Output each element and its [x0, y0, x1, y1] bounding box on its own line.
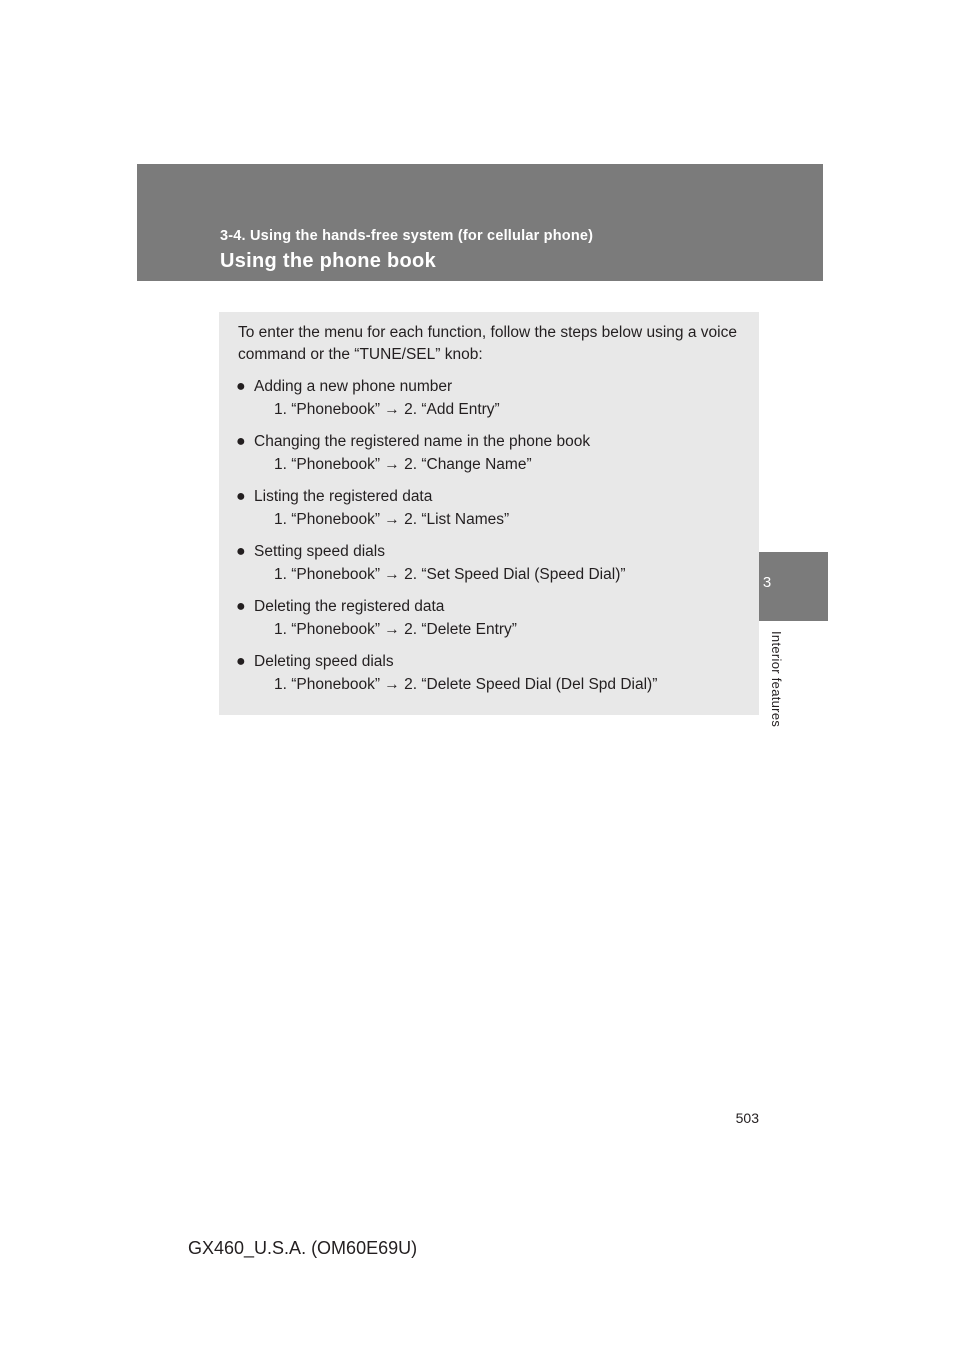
- item-title: Listing the registered data: [254, 488, 433, 505]
- list-item: [236, 430, 734, 476]
- chapter-label: Interior features: [769, 631, 784, 728]
- chapter-tab: [755, 552, 828, 621]
- item-steps: 1. “Phonebook” → 2. “Delete Entry”: [274, 621, 517, 638]
- item-title: Deleting speed dials: [254, 653, 394, 670]
- list-item: [236, 485, 734, 531]
- page-number: 503: [735, 1110, 759, 1126]
- item-steps: 1. “Phonebook” → 2. “List Names”: [274, 511, 510, 528]
- bullet-icon: ●: [236, 543, 246, 560]
- item-title: Changing the registered name in the phone book: [254, 433, 591, 450]
- bullet-icon: ●: [236, 598, 246, 615]
- item-title: Setting speed dials: [254, 543, 385, 560]
- item-steps: 1. “Phonebook” → 2. “Delete Speed Dial (Del Spd Dial)”: [274, 676, 658, 693]
- bullet-icon: ●: [236, 378, 246, 395]
- intro-text: To enter the menu for each function, follow the steps below using a voice command or the “TUNE/SEL” knob:: [238, 324, 737, 363]
- chapter-number: 3: [762, 574, 772, 591]
- section-label: 3-4. Using the hands-free system (for cellular phone): [220, 228, 594, 244]
- list-item: [236, 375, 734, 421]
- bullet-icon: ●: [236, 653, 246, 670]
- manual-code: GX460_U.S.A. (OM60E69U): [188, 1238, 418, 1258]
- header-band: [137, 164, 823, 281]
- item-title: Adding a new phone number: [254, 378, 453, 395]
- info-box: [219, 312, 759, 715]
- item-steps: 1. “Phonebook” → 2. “Change Name”: [274, 456, 532, 473]
- item-steps: 1. “Phonebook” → 2. “Add Entry”: [274, 401, 500, 418]
- list-item: [236, 595, 734, 641]
- item-title: Deleting the registered data: [254, 598, 445, 615]
- page-title: Using the phone book: [220, 250, 436, 272]
- bullet-icon: ●: [236, 488, 246, 505]
- list-item: [236, 540, 734, 586]
- bullet-icon: ●: [236, 433, 246, 450]
- list-item: [236, 650, 734, 696]
- item-steps: 1. “Phonebook” → 2. “Set Speed Dial (Speed Dial)”: [274, 566, 626, 583]
